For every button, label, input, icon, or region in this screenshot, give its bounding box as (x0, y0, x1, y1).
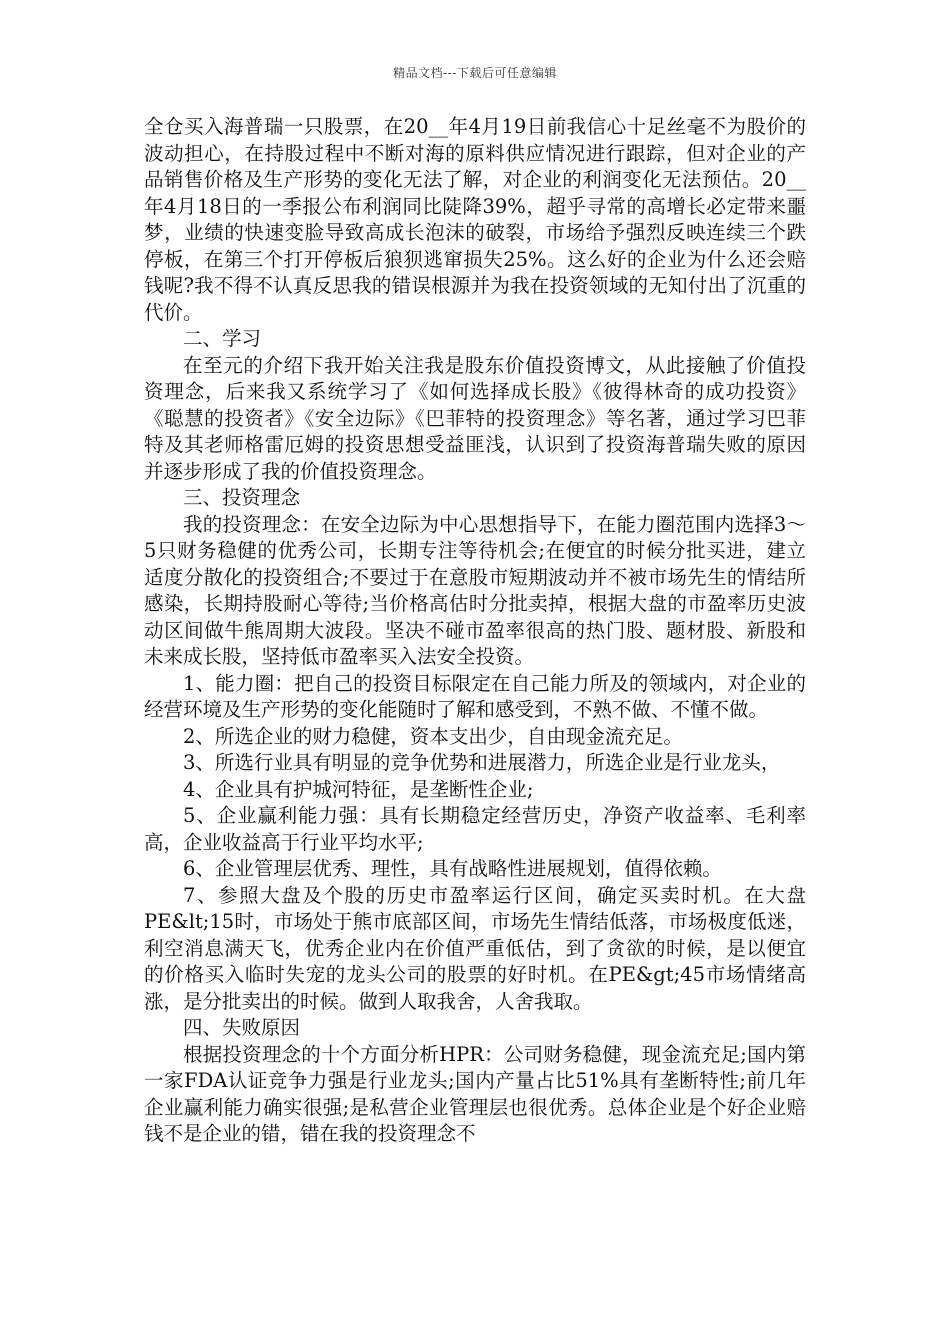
list-item-3: 3、所选行业具有明显的竞争优势和进展潜力，所选企业是行业龙头， (183, 751, 781, 774)
section-heading-failure: 四、失败原因 (183, 1016, 301, 1039)
document-body (144, 114, 806, 1148)
list-item-6: 6、企业管理层优秀、理性，具有战略性进展规划，值得依赖。 (183, 857, 722, 880)
section-heading-learning: 二、学习 (183, 327, 262, 350)
paragraph-learning: 在至元的介绍下我开始关注我是股东价值投资博文，从此接触了价值投资理念，后来我又系统学习了《如何选择成长股》《彼得林奇的成功投资》《聪慧的投资者》《安全边际》《巴菲特的投资理念》等名著，通过学习巴菲特及其老师格雷厄姆的投资思想受益匪浅，认识到了投资海普瑞失败的原因并逐步形成了我的价值投资理念。 (144, 353, 806, 483)
list-item-5: 5、企业赢利能力强：具有长期稳定经营历史，净资产收益率、毛利率高，企业收益高于行业平均水平; (144, 804, 806, 854)
list-item-7: 7、参照大盘及个股的历史市盈率运行区间，确定买卖时机。在大盘PE&lt;15时，市场处于熊市底部区间，市场先生情结低落，市场极度低迷，利空消息满天飞，优秀企业内在价值严重低估，到了贪欲的时候，是以便宜的价格买入临时失宠的龙头公司的股票的好时机。在PE&gt;45市场情绪高涨，是分批卖出的时候。做到人取我舍，人舍我取。 (144, 883, 806, 1013)
list-item-2: 2、所选企业的财力稳健，资本支出少，自由现金流充足。 (183, 724, 683, 748)
paragraph-philosophy: 我的投资理念：在安全边际为中心思想指导下，在能力圈范围内选择3～5只财务稳健的优秀公司，长期专注等待机会;在便宜的时候分批买进，建立适度分散化的投资组合;不要过于在意股市短期波动并不被市场先生的情结所感染，长期持股耐心等待;当价格高估时分批卖掉，根据大盘的市盈率历史波动区间做牛熊周期大波段。坚决不碰市盈率很高的热门股、题材股、新股和未来成长股，坚持低市盈率买入法安全投资。 (144, 512, 806, 668)
list-item-4: 4、企业具有护城河特征，是垄断性企业; (183, 777, 534, 801)
paragraph-failure: 根据投资理念的十个方面分析HPR：公司财务稳健，现金流充足;国内第一家FDA认证竞争力强是行业龙头;国内产量占比51%具有垄断特性;前几年企业赢利能力确实很强;是私营企业管理层也很优秀。总体企业是个好企业赔钱不是企业的错，错在我的投资理念不 (144, 1042, 806, 1145)
section-heading-philosophy: 三、投资理念 (183, 486, 301, 509)
list-item-1: 1、能力圈：把自己的投资目标限定在自己能力所及的领域内，对企业的经营环境及生产形势的变化能随时了解和感受到，不熟不做、不懂不做。 (144, 671, 806, 721)
paragraph-opening: 全仓买入海普瑞一只股票，在20__年4月19日前我信心十足丝毫不为股价的波动担心，在持股过程中不断对海的原料供应情况进行跟踪，但对企业的产品销售价格及生产形势的变化无法了解，对企业的利润变化无法预估。20__年4月18日的一季报公布利润同比陡降39%，超乎寻常的高增长必定带来噩梦，业绩的快速变脸导致高成长泡沫的破裂，市场给予强烈反映连续三个跌停板，在第三个打开停板后狼狈逃窜损失25%。这么好的企业为什么还会赔钱呢?我不得不认真反思我的错误根源并为我在投资领域的无知付出了沉重的代价。 (144, 115, 806, 324)
page-header: 精品文档---下载后可任意编辑 (393, 66, 557, 80)
